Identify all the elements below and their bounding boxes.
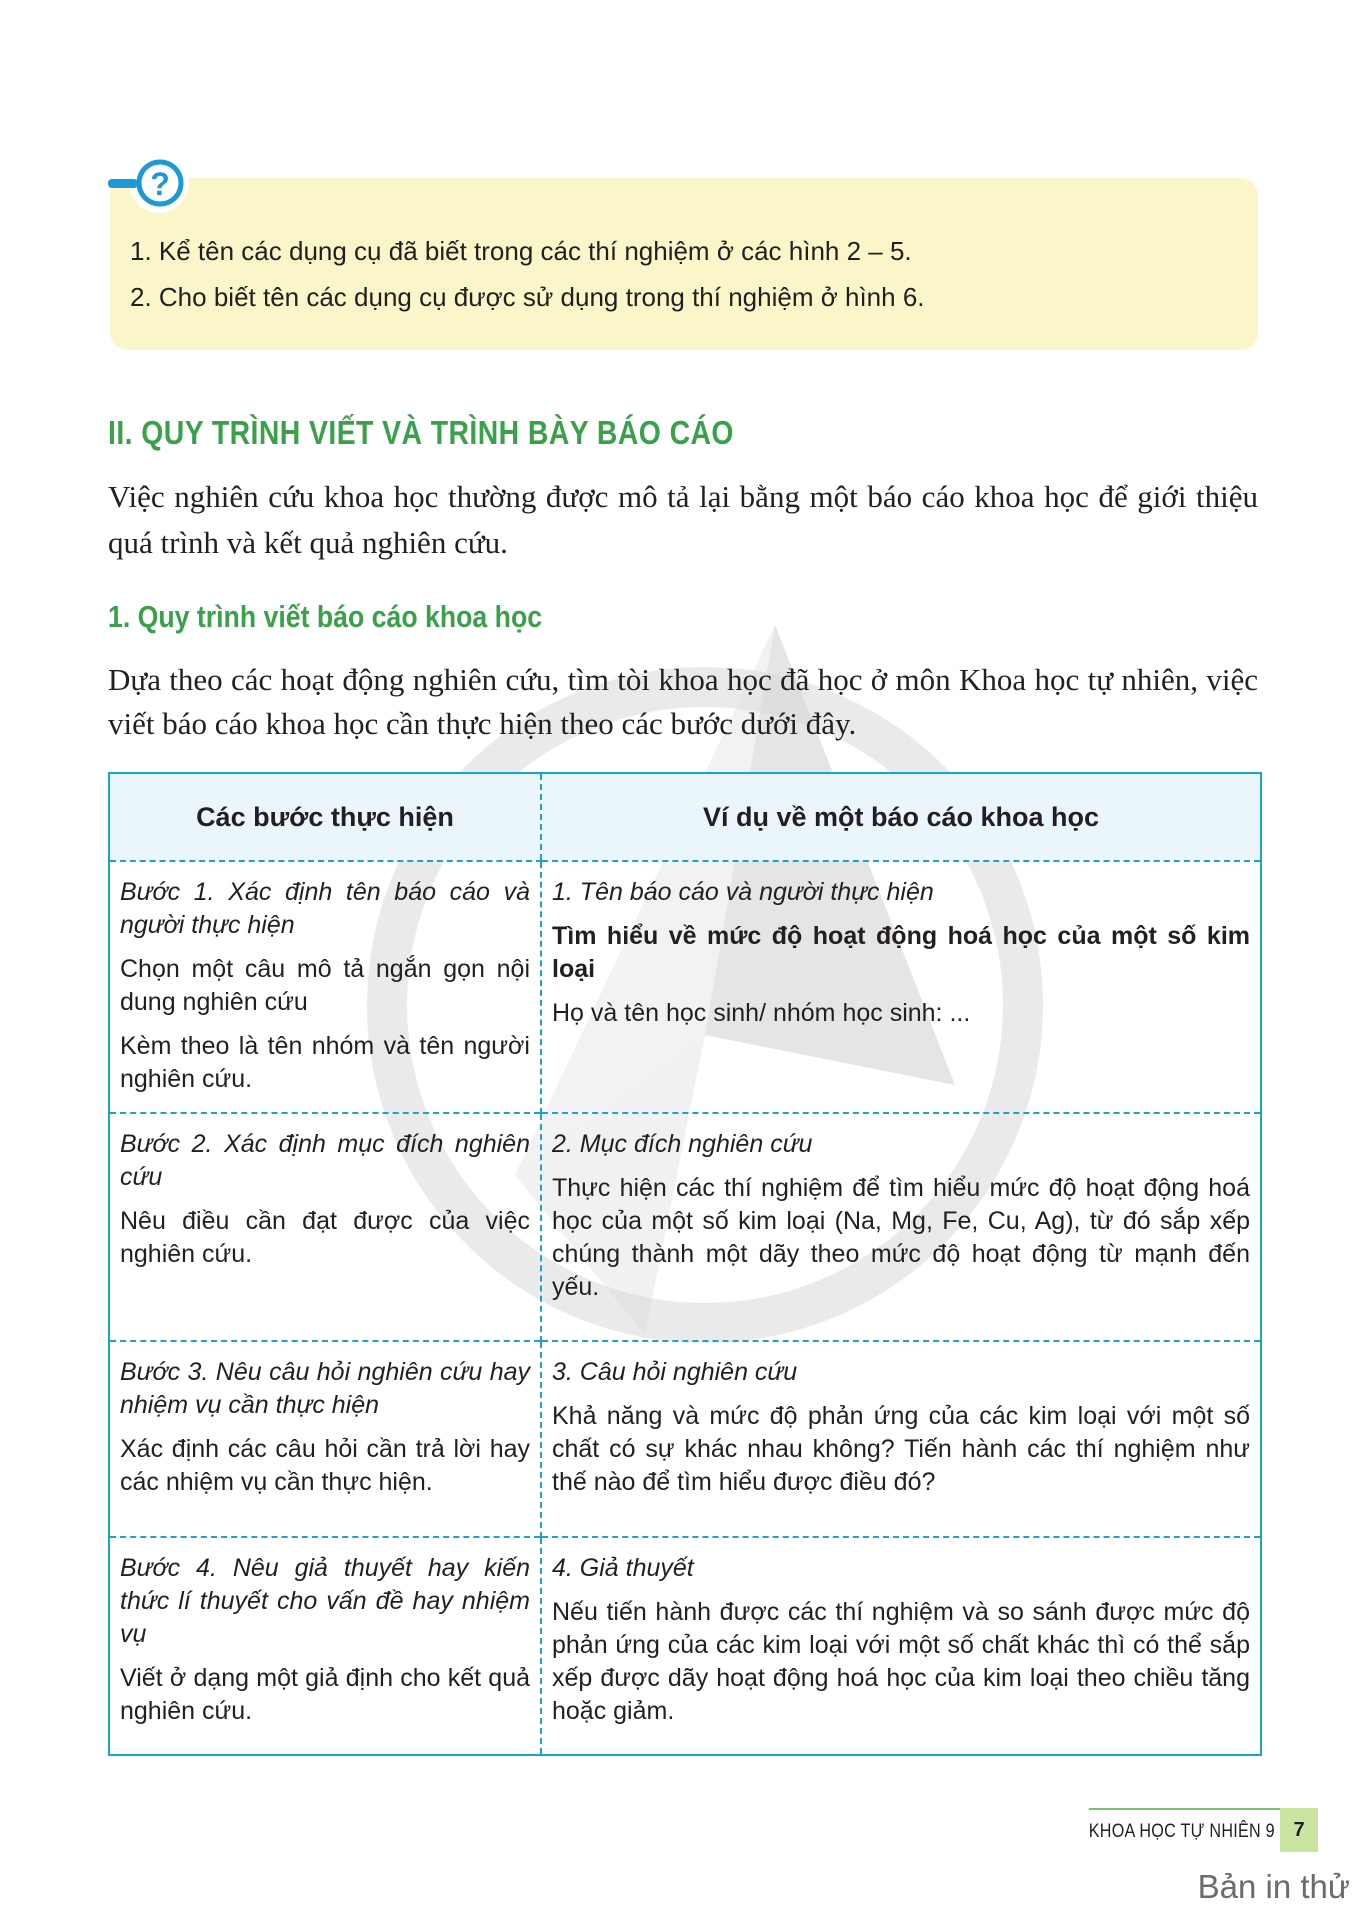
step-cell — [109, 1113, 541, 1341]
example-cell — [541, 1341, 1261, 1537]
table-header-row — [109, 773, 1261, 861]
table-row — [109, 1341, 1261, 1537]
step-title: Bước 4. Nêu giả thuyết hay kiến thức lí thuyết cho vấn đề hay nhiệm vụ — [120, 1554, 530, 1648]
table-row — [109, 861, 1261, 1113]
section-intro: Việc nghiên cứu khoa học thường được mô tả lại bằng một báo cáo khoa học để giới thiệu quá trình và kết quả nghiên cứu. — [108, 479, 1258, 560]
question-list — [130, 236, 1230, 328]
example-cell — [541, 1113, 1261, 1341]
table-row — [109, 1113, 1261, 1341]
page-number: 7 — [1280, 1808, 1318, 1852]
header-steps: Các bước thực hiện — [109, 773, 541, 861]
report-steps-table — [108, 772, 1262, 1756]
example-text: Thực hiện các thí nghiệm để tìm hiểu mức độ hoạt động hoá học của một số kim loại (Na, Mg, Fe, Cu, Ag), từ đó sắp xếp chúng thành một dãy theo mức độ hoạt động từ mạnh đến yếu. — [552, 1174, 1250, 1301]
subsection-title: 1. Quy trình viết báo cáo khoa học — [108, 599, 543, 634]
subsection-intro: Dựa theo các hoạt động nghiên cứu, tìm tòi khoa học đã học ở môn Khoa học tự nhiên, việc viết báo cáo khoa học cần thực hiện theo các bước dưới đây. — [108, 662, 1258, 741]
example-title: 3. Câu hỏi nghiên cứu — [552, 1358, 798, 1386]
step-description: Kèm theo là tên nhóm và tên người nghiên cứu. — [120, 1032, 530, 1093]
svg-text:?: ? — [150, 166, 170, 202]
section-title: II. QUY TRÌNH VIẾT VÀ TRÌNH BÀY BÁO CÁO — [108, 414, 734, 451]
page-footer — [1055, 1808, 1318, 1852]
step-description: Chọn một câu mô tả ngắn gọn nội dung nghiên cứu — [120, 955, 530, 1016]
example-text: Khả năng và mức độ phản ứng của các kim loại với một số chất có sự khác nhau không? Tiến hành các thí nghiệm như thế nào để tìm hiểu được điều đó? — [552, 1402, 1250, 1496]
step-cell — [109, 1537, 541, 1755]
step-title: Bước 1. Xác định tên báo cáo và người thực hiện — [120, 878, 530, 939]
example-text: Nếu tiến hành được các thí nghiệm và so sánh được mức độ phản ứng của các kim loại với một số chất khác thì có thể sắp xếp được dãy hoạt động hoá học của kim loại theo chiều tăng hoặc giảm. — [552, 1598, 1250, 1725]
step-title: Bước 3. Nêu câu hỏi nghiên cứu hay nhiệm vụ cần thực hiện — [120, 1358, 530, 1419]
step-description: Viết ở dạng một giả định cho kết quả nghiên cứu. — [120, 1664, 530, 1725]
footer-book-title: KHOA HỌC TỰ NHIÊN 9 — [1089, 1808, 1280, 1852]
question-magnifier-icon — [104, 143, 196, 223]
step-cell — [109, 861, 541, 1113]
step-description: Xác định các câu hỏi cần trả lời hay các nhiệm vụ cần thực hiện. — [120, 1435, 530, 1496]
step-cell — [109, 1341, 541, 1537]
step-title: Bước 2. Xác định mục đích nghiên cứu — [120, 1130, 530, 1191]
question-item: 2. Cho biết tên các dụng cụ được sử dụng trong thí nghiệm ở hình 6. — [130, 282, 925, 312]
example-title: 2. Mục đích nghiên cứu — [552, 1130, 813, 1158]
example-title: 4. Giả thuyết — [552, 1554, 694, 1582]
example-cell — [541, 861, 1261, 1113]
header-example: Ví dụ về một báo cáo khoa học — [541, 773, 1261, 861]
draft-label: Bản in thử — [1197, 1868, 1350, 1905]
table-row — [109, 1537, 1261, 1755]
step-description: Nêu điều cần đạt được của việc nghiên cứu. — [120, 1207, 530, 1268]
example-report-name: Tìm hiểu về mức độ hoạt động hoá học của một số kim loại — [552, 922, 1250, 983]
example-title: 1. Tên báo cáo và người thực hiện — [552, 878, 934, 906]
example-text: Họ và tên học sinh/ nhóm học sinh: ... — [552, 999, 971, 1027]
question-item: 1. Kể tên các dụng cụ đã biết trong các thí nghiệm ở các hình 2 – 5. — [130, 236, 912, 266]
example-cell — [541, 1537, 1261, 1755]
